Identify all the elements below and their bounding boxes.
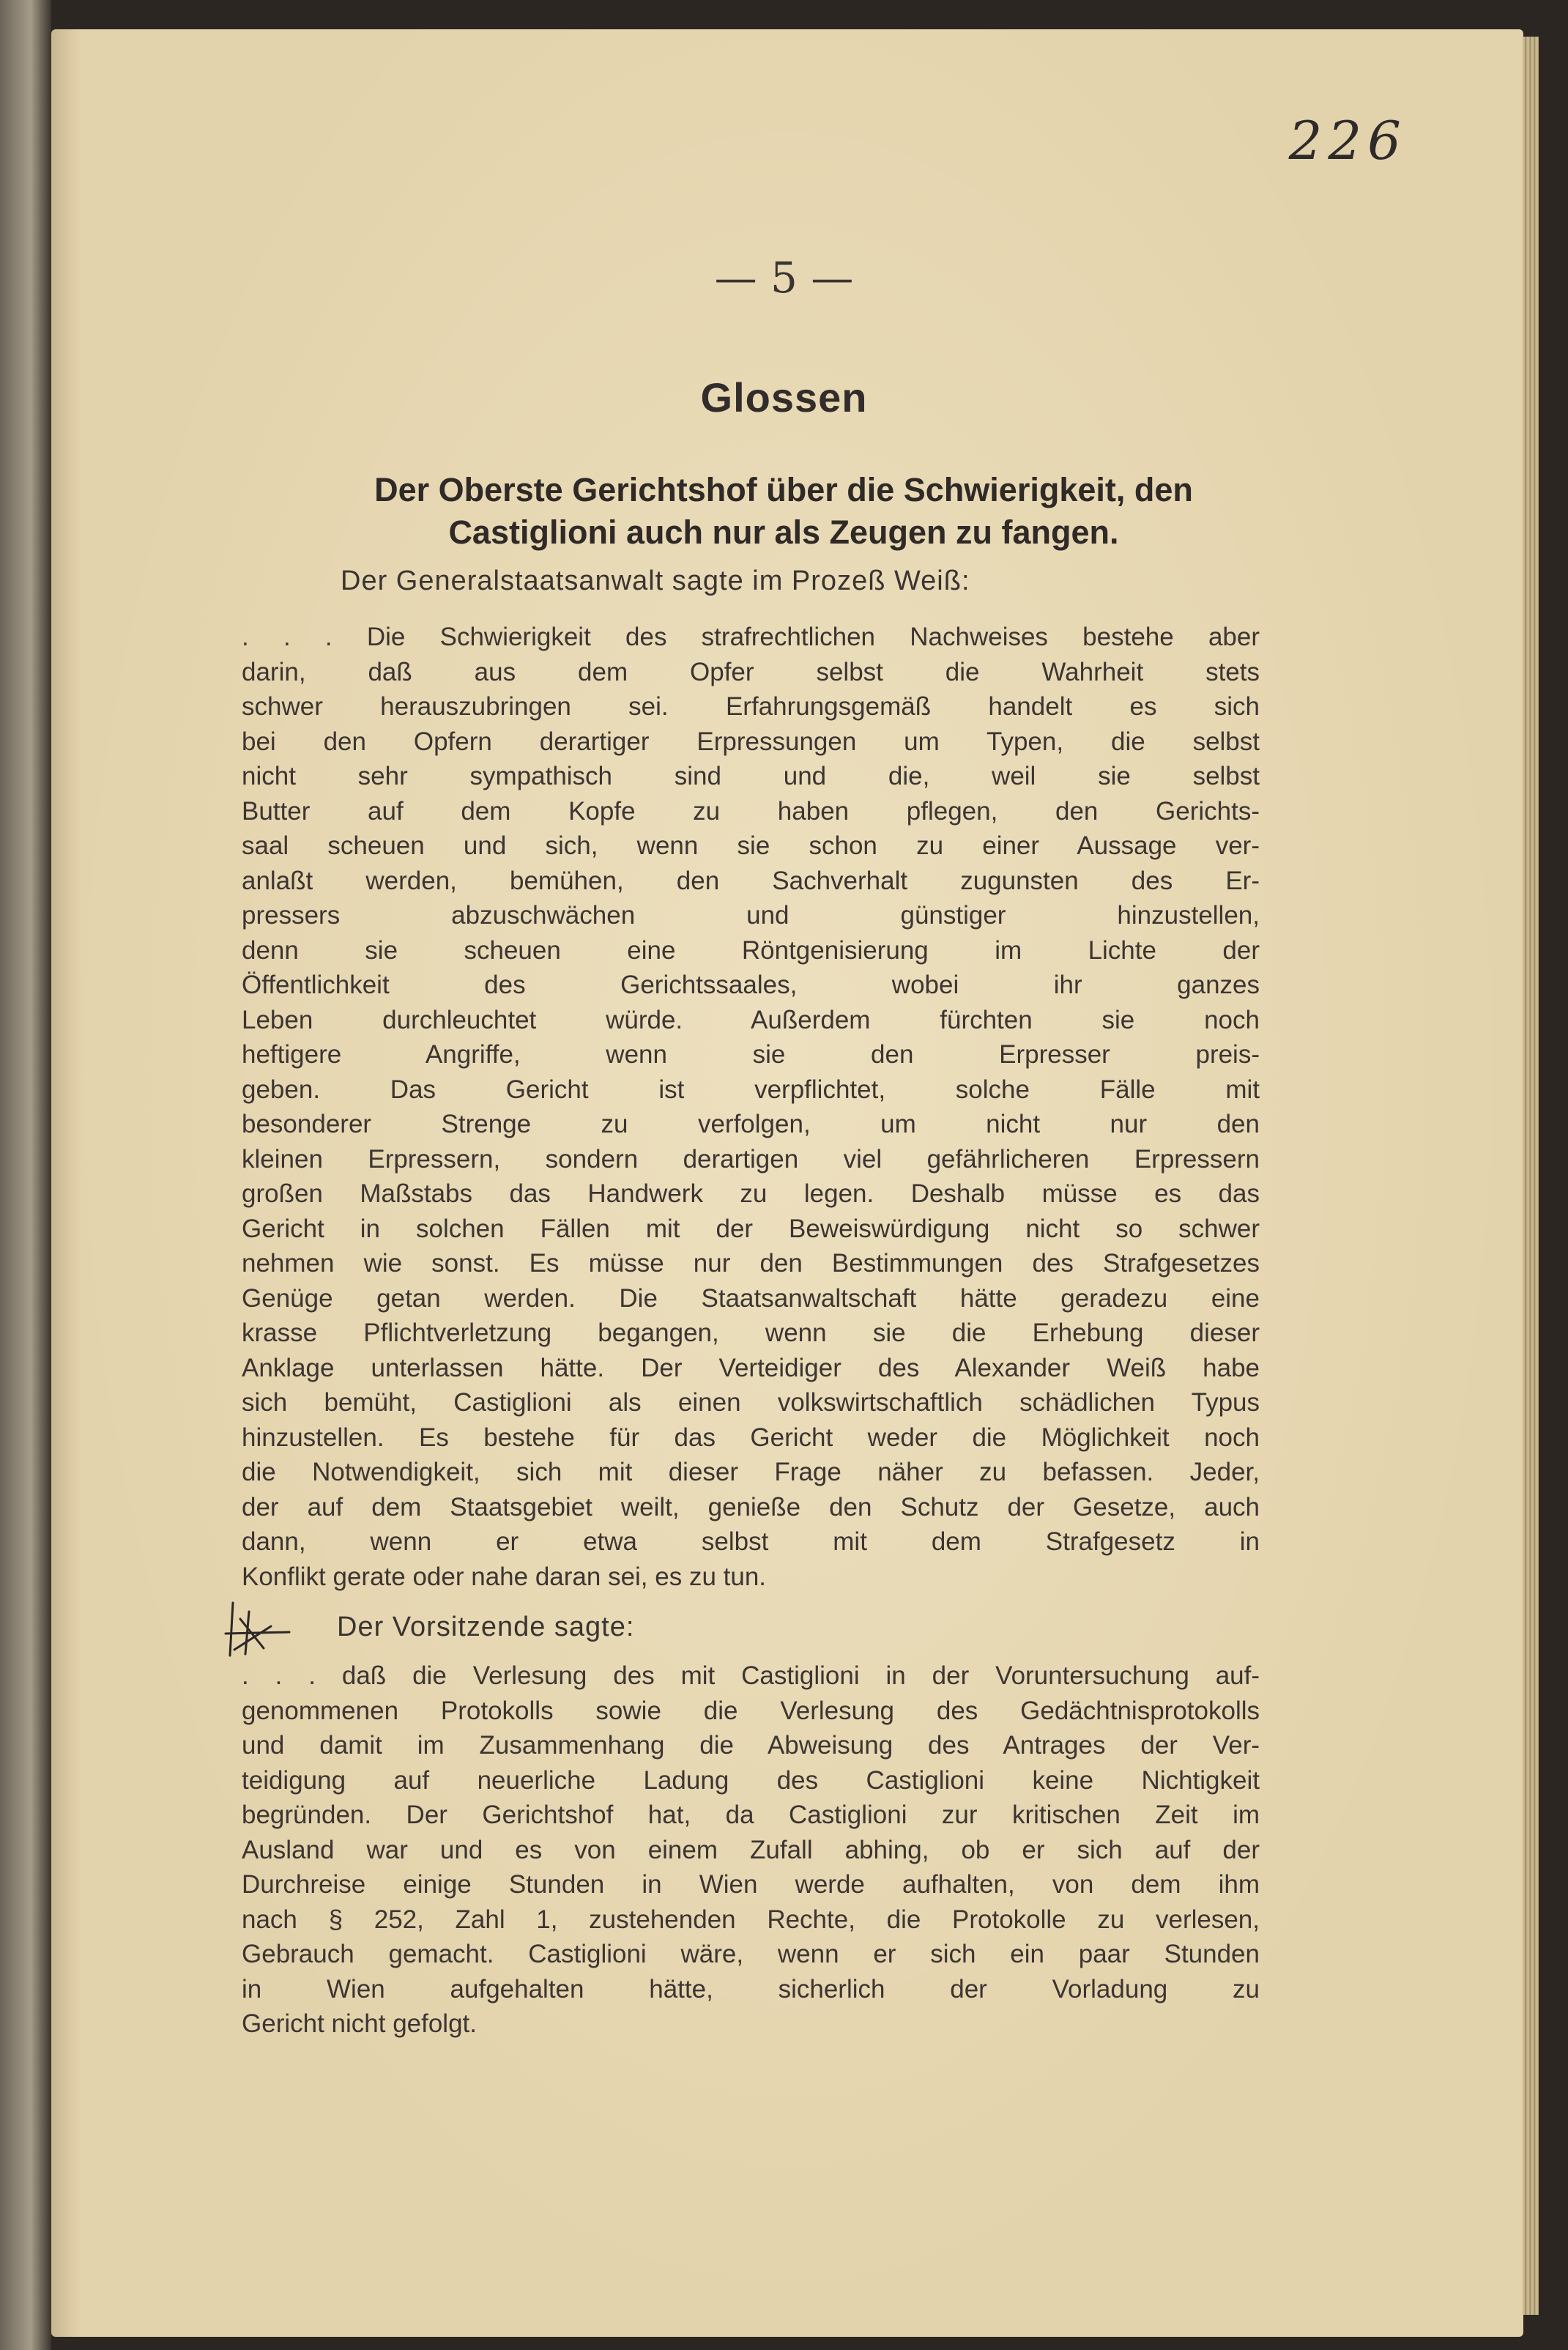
- text-line: nicht sehr sympathisch sind und die, weil sie selbst: [242, 762, 1260, 790]
- text-line: bei den Opfern derartiger Erpressungen um Typen, die selbst: [242, 727, 1260, 756]
- text-line: Ausland war und es von einem Zufall abhing, ob er sich auf der: [242, 1835, 1260, 1864]
- text-line: saal scheuen und sich, wenn sie schon zu einer Aussage ver-: [242, 831, 1260, 860]
- text-line: dann, wenn er etwa selbst mit dem Strafgesetz in: [242, 1527, 1260, 1556]
- text-line: . . . daß die Verlesung des mit Castiglioni in der Voruntersuchung auf-: [242, 1661, 1260, 1690]
- text-line: heftigere Angriffe, wenn sie den Erpresser preis-: [242, 1040, 1260, 1069]
- text-line: Öffentlichkeit des Gerichtssaales, wobei ihr ganzes: [242, 971, 1260, 999]
- text-line: sich bemüht, Castiglioni als einen volkswirtschaftlich schädlichen Typus: [242, 1388, 1260, 1417]
- text-line: Butter auf dem Kopfe zu haben pflegen, den Gerichts-: [242, 796, 1260, 826]
- text-line: Gebrauch gemacht. Castiglioni wäre, wenn er sich ein paar Stunden: [242, 1940, 1260, 1968]
- book-spine: [0, 0, 51, 2350]
- section-title: Glossen: [700, 374, 868, 420]
- text-line: geben. Das Gericht ist verpflichtet, solche Fälle mit: [242, 1075, 1260, 1104]
- text-line: Konflikt gerate oder nahe daran sei, es zu tun.: [242, 1562, 767, 1591]
- quotation-presiding-judge: [242, 1658, 1260, 2042]
- text-line: denn sie scheuen eine Röntgenisierung im Lichte der: [242, 935, 1260, 965]
- article-heading-line-2: Castiglioni auch nur als Zeugen zu fangen.: [448, 514, 1119, 551]
- page-number: — 5 —: [714, 253, 854, 303]
- text-line: Gericht nicht gefolgt.: [242, 2009, 477, 2038]
- text-line: krasse Pflichtverletzung begangen, wenn sie die Erhebung dieser: [242, 1319, 1260, 1347]
- handwritten-margin-mark: [220, 1597, 300, 1663]
- text-line: kleinen Erpressern, sondern derartigen viel gefährlicheren Erpressern: [242, 1144, 1260, 1174]
- text-line: großen Maßstabs das Handwerk zu legen. Deshalb müsse es das: [242, 1179, 1260, 1208]
- text-line: die Notwendigkeit, sich mit dieser Frage näher zu befassen. Jeder,: [242, 1458, 1260, 1486]
- text-line: teidigung auf neuerliche Ladung des Castiglioni keine Nichtigkeit: [242, 1765, 1260, 1795]
- speaker-intro-presiding-judge: Der Vorsitzende sagte:: [337, 1612, 635, 1642]
- text-line: hinzustellen. Es bestehe für das Gericht weder die Möglichkeit noch: [242, 1423, 1260, 1452]
- speaker-intro-prosecutor: Der Generalstaatsanwalt sagte im Prozeß Weiß:: [341, 566, 970, 596]
- text-line: und damit im Zusammenhang die Abweisung des Antrages der Ver-: [242, 1731, 1260, 1760]
- text-line: anlaßt werden, bemühen, den Sachverhalt zugunsten des Er-: [242, 866, 1260, 895]
- text-line: begründen. Der Gerichtshof hat, da Castiglioni zur kritischen Zeit im: [242, 1801, 1260, 1829]
- text-line: besonderer Strenge zu verfolgen, um nicht nur den: [242, 1110, 1260, 1138]
- text-line: darin, daß aus dem Opfer selbst die Wahrheit stets: [242, 657, 1260, 686]
- text-line: Durchreise einige Stunden in Wien werde aufhalten, von dem ihm: [242, 1870, 1260, 1899]
- text-line: pressers abzuschwächen und günstiger hinzustellen,: [242, 901, 1260, 930]
- text-line: der auf dem Staatsgebiet weilt, genieße den Schutz der Gesetze, auch: [242, 1492, 1260, 1521]
- text-line: genommenen Protokolls sowie die Verlesung des Gedächtnisprotokolls: [242, 1696, 1260, 1725]
- text-line: Genüge getan werden. Die Staatsanwaltschaft hätte geradezu eine: [242, 1283, 1260, 1313]
- handwritten-folio-number: 226: [1288, 110, 1407, 171]
- text-line: Anklage unterlassen hätte. Der Verteidiger des Alexander Weiß habe: [242, 1353, 1260, 1382]
- text-line: schwer herauszubringen sei. Erfahrungsgemäß handelt es sich: [242, 692, 1260, 721]
- article-heading-line-1: Der Oberste Gerichtshof über die Schwierigkeit, den: [374, 471, 1193, 508]
- text-line: nehmen wie sonst. Es müsse nur den Bestimmungen des Strafgesetzes: [242, 1249, 1260, 1278]
- text-line: nach § 252, Zahl 1, zustehenden Rechte, die Protokolle zu verlesen,: [242, 1905, 1260, 1934]
- quotation-prosecutor: [242, 620, 1260, 1594]
- text-line: Leben durchleuchtet würde. Außerdem fürchten sie noch: [242, 1005, 1260, 1034]
- article-heading: [249, 469, 1318, 554]
- text-line: in Wien aufgehalten hätte, sicherlich der Vorladung zu: [242, 1974, 1260, 2004]
- text-line: . . . Die Schwierigkeit des strafrechtlichen Nachweises bestehe aber: [242, 623, 1260, 651]
- text-line: Gericht in solchen Fällen mit der Beweiswürdigung nicht so schwer: [242, 1214, 1260, 1243]
